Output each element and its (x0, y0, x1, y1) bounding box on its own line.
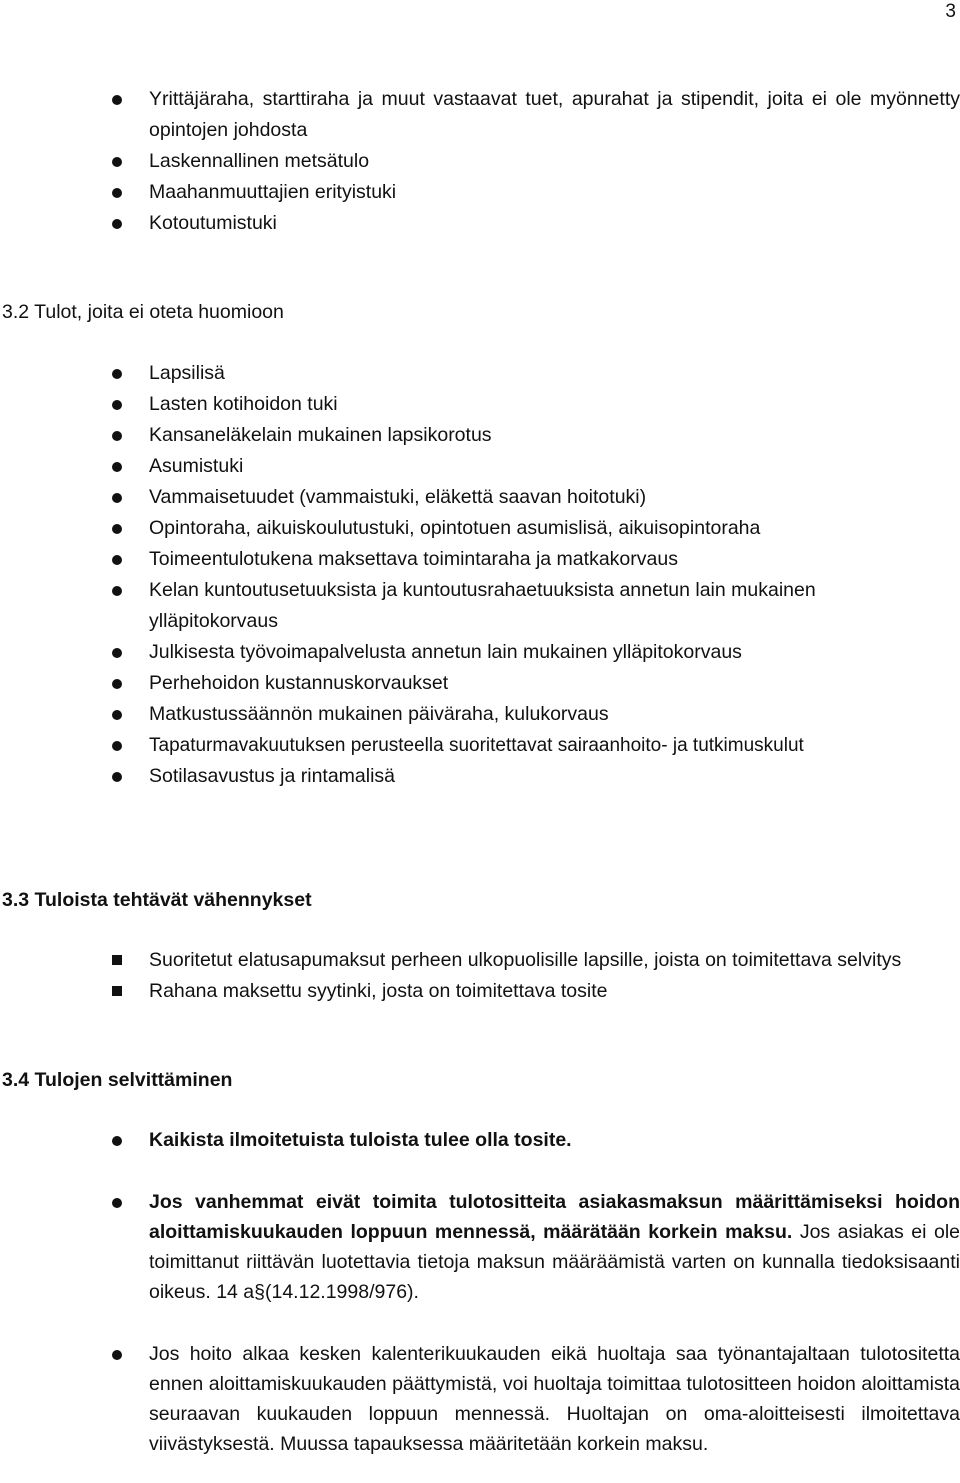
bullet-icon (112, 219, 122, 229)
bullet-icon (112, 555, 122, 565)
list-item-text: Kelan kuntoutusetuuksista ja kuntoutusrahaetuuksista annetun lain mukainen ylläpitokorvaus (149, 579, 816, 632)
list-item (0, 976, 960, 1007)
list-item (0, 358, 960, 389)
list-item-text: Perhehoidon kustannuskorvaukset (149, 672, 449, 694)
list-item-text: Lapsilisä (149, 362, 225, 384)
page-number: 3 (945, 1, 956, 22)
income-verification-list-3 (0, 1339, 960, 1459)
deductions-list (0, 945, 960, 1007)
bullet-icon (112, 157, 122, 167)
list-item-text: Toimeentulotukena maksettava toimintaraha ja matkakorvaus (149, 548, 678, 570)
list-item (0, 1125, 960, 1156)
list-item (0, 945, 960, 976)
list-item (0, 208, 960, 239)
bullet-icon (112, 679, 122, 689)
list-item (0, 84, 960, 146)
bullet-icon (112, 648, 122, 658)
list-item-text: Vammaisetuudet (vammaistuki, eläkettä saavan hoitotuki) (149, 486, 647, 508)
list-item-text: Suoritetut elatusapumaksut perheen ulkopuolisille lapsille, joista on toimitettava selvitys (149, 949, 902, 971)
list-item (0, 730, 960, 761)
bullet-icon (112, 400, 122, 410)
list-item (0, 761, 960, 792)
bullet-icon (112, 524, 122, 534)
list-item (0, 513, 960, 544)
list-item (0, 1339, 960, 1459)
excluded-income-list (0, 358, 960, 792)
square-bullet-icon (112, 986, 122, 996)
list-item (0, 177, 960, 208)
list-item (0, 699, 960, 730)
square-bullet-icon (112, 955, 122, 965)
list-item-bold-text: Jos vanhemmat eivät toimita tulotositteita asiakasmaksun määrittämiseksi hoidon aloittamiskuukauden loppuun mennessä, määrätään korkein maksu. (149, 1191, 960, 1243)
list-item-text: Yrittäjäraha, starttiraha ja muut vastaavat tuet, apurahat ja stipendit, joita ei ole myönnetty opintojen johdosta (149, 88, 960, 141)
bullet-icon (112, 95, 122, 105)
list-item (0, 146, 960, 177)
section-heading-3-4: 3.4 Tulojen selvittäminen (2, 1069, 233, 1091)
income-verification-list-2 (0, 1187, 960, 1307)
bullet-icon (112, 710, 122, 720)
list-item-text: Opintoraha, aikuiskoulutustuki, opintotuen asumislisä, aikuisopintoraha (149, 517, 761, 539)
list-item-text: Laskennallinen metsätulo (149, 150, 370, 172)
bullet-icon (112, 1350, 122, 1360)
list-item-text: Julkisesta työvoimapalvelusta annetun lain mukainen ylläpitokorvaus (149, 641, 742, 663)
list-item (0, 1187, 960, 1307)
bullet-icon (112, 188, 122, 198)
list-item (0, 482, 960, 513)
list-item (0, 451, 960, 482)
list-item-text: Tapaturmavakuutuksen perusteella suoritettavat sairaanhoito- ja tutkimuskulut (149, 735, 804, 756)
list-item-text: Lasten kotihoidon tuki (149, 393, 338, 415)
list-item (0, 389, 960, 420)
list-item-text: Kotoutumistuki (149, 212, 277, 234)
list-item-text: Sotilasavustus ja rintamalisä (149, 765, 396, 787)
section-heading-3-2: 3.2 Tulot, joita ei oteta huomioon (2, 301, 284, 323)
list-item (0, 420, 960, 451)
bullet-icon (112, 462, 122, 472)
income-verification-list (0, 1125, 960, 1156)
bullet-icon (112, 493, 122, 503)
list-item (0, 637, 960, 668)
income-list-continued (0, 84, 960, 239)
list-item (0, 668, 960, 699)
list-item-text: Jos asiakas ei ole toimittanut riittävän luotettavia tietoja maksun määräämistä varten on kunnalla tiedoksisaanti oikeus. 14 a§(14.12.1998/976). (149, 1221, 960, 1303)
section-heading-3-3: 3.3 Tuloista tehtävät vähennykset (2, 889, 312, 911)
bullet-icon (112, 369, 122, 379)
bullet-icon (112, 431, 122, 441)
bullet-icon (112, 1136, 122, 1146)
bullet-icon (112, 772, 122, 782)
list-item-text: Maahanmuuttajien erityistuki (149, 181, 397, 203)
bullet-icon (112, 741, 122, 751)
list-item-text: Kansaneläkelain mukainen lapsikorotus (149, 424, 492, 446)
list-item-text: Rahana maksettu syytinki, josta on toimitettava tosite (149, 980, 608, 1002)
bullet-icon (112, 1198, 122, 1208)
list-item-text: Asumistuki (149, 455, 244, 477)
list-item-text: Kaikista ilmoitetuista tuloista tulee olla tosite. (149, 1129, 572, 1151)
list-item-text: Matkustussäännön mukainen päiväraha, kulukorvaus (149, 703, 609, 725)
bullet-icon (112, 586, 122, 596)
list-item (0, 575, 960, 637)
list-item (0, 544, 960, 575)
list-item-text: Jos hoito alkaa kesken kalenterikuukauden eikä huoltaja saa työnantajaltaan tulotositetta ennen aloittamiskuukauden päättymistä, voi huoltaja toimittaa tulotositteen hoidon aloittamista seuraavan kuukauden loppuun mennessä. Huoltajan on oma-aloitteisesti ilmoitettava viivästyksestä. Muussa tapauksessa määritetään korkein maksu. (149, 1343, 960, 1455)
